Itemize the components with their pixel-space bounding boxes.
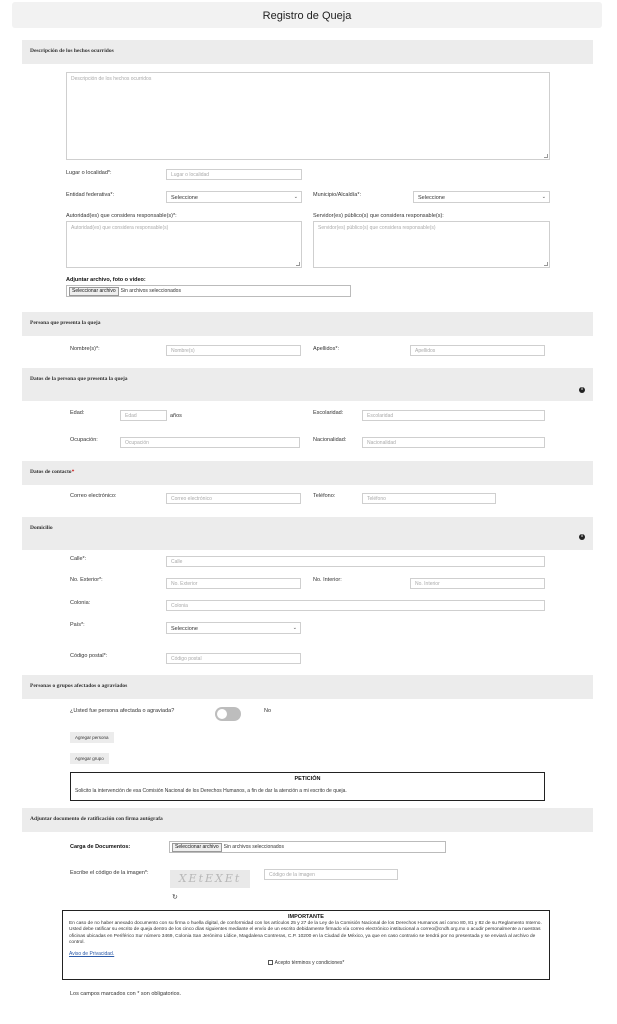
footer-note: Los campos marcados con * son obligatorios. <box>70 991 181 997</box>
entidad-label: Entidad federativa*: <box>66 192 115 198</box>
captcha-label: Escribe el código de la imagen*: <box>70 870 149 876</box>
calle-label: Calle*: <box>70 556 87 562</box>
section-title: Adjuntar documento de ratificación con firma autógrafa <box>30 816 163 822</box>
important-title: IMPORTANTE <box>288 914 324 920</box>
nombre-label: Nombre(s)*: <box>70 346 100 352</box>
add-group-button[interactable]: Agregar grupo <box>70 753 109 764</box>
pais-label: País*: <box>70 622 85 628</box>
correo-input[interactable]: Correo electrónico <box>166 493 301 504</box>
autoridad-textarea[interactable] <box>66 221 302 268</box>
important-text: En caso de no haber anexado documento con su firma o huella digital, de conformidad con los artículos 25 y 27 de la Ley de la Comisión Nacional de los Derechos Humanos así como 80, 81 y 82 de su Reglamento Interno. Usted debe ratificar su escrito de queja dentro de los cinco días siguientes mediante el envío de un escrito debidamente firmado vía correo electrónico institucional a correo@cndh.org.mx o acudir personalmente a nuestras oficinas ubicadas en Periférico Sur número 3469, Colonia San Jerónimo Lídice, Magdalena Contreras, C.P. 10200 en la Ciudad de México, ya que en caso contrario se tendrá por no presentada y se enviará al archivo de control. <box>69 921 542 946</box>
cp-label: Código postal*: <box>70 653 108 659</box>
section-title-text: Datos de contacto <box>30 469 72 475</box>
ocupacion-input[interactable]: Ocupación <box>120 437 300 448</box>
peticion-title: PETICIÓN <box>294 776 321 782</box>
section-title: Persona que presenta la queja <box>30 320 101 326</box>
required-mark: * <box>71 469 75 475</box>
pais-select[interactable] <box>166 622 301 634</box>
section-title: Descripción de los hechos ocurridos <box>30 48 114 54</box>
section-title: Datos de la persona que presenta la queja <box>30 376 128 382</box>
municipio-selected: Seleccione <box>418 195 445 201</box>
descripcion-textarea[interactable] <box>66 72 550 160</box>
section-header-descripcion <box>22 40 593 64</box>
select-file-button[interactable]: Seleccionar archivo <box>69 287 119 296</box>
info-icon[interactable]: i <box>579 387 585 393</box>
toggle-state: No <box>264 708 272 714</box>
accept-label: Acepto términos y condiciones* <box>274 959 345 966</box>
afectada-question: ¿Usted fue persona afectada o agraviada? <box>70 708 175 714</box>
telefono-label: Teléfono: <box>313 493 336 499</box>
captcha-input[interactable]: Código de la imagen <box>264 869 398 880</box>
section-header-afectados <box>22 675 593 699</box>
ocupacion-label: Ocupación: <box>70 437 98 443</box>
section-title: Domicilio <box>30 525 53 531</box>
anios-label: años <box>170 413 182 419</box>
apellidos-input[interactable]: Apellidos <box>410 345 545 356</box>
autoridad-placeholder: Autoridad(es) que considera responsable(s) <box>71 225 169 231</box>
nacionalidad-label: Nacionalidad: <box>313 437 347 443</box>
section-header-domicilio <box>22 517 593 550</box>
refresh-icon[interactable]: ↻ <box>172 893 178 901</box>
adjuntar-file-input[interactable] <box>66 285 351 297</box>
entidad-select[interactable] <box>166 191 302 203</box>
section-header-contacto <box>22 461 593 485</box>
section-title: Personas o grupos afectados o agraviados <box>30 683 128 689</box>
peticion-text: Solicito la intervención de esa Comisión Nacional de los Derechos Humanos, a fin de dar la atención a mi escrito de queja. <box>75 788 347 794</box>
resize-grip-icon[interactable] <box>296 262 300 266</box>
accept-row <box>63 960 549 966</box>
calle-input[interactable]: Calle <box>166 556 545 567</box>
apellidos-label: Apellidos*: <box>313 346 339 352</box>
nombre-input[interactable]: Nombre(s) <box>166 345 301 356</box>
info-icon[interactable]: i <box>579 534 585 540</box>
title-bar <box>12 2 602 28</box>
edad-label: Edad: <box>70 410 85 416</box>
nacionalidad-input[interactable]: Nacionalidad <box>362 437 545 448</box>
section-title <box>30 469 74 475</box>
pais-selected: Seleccione <box>171 626 198 632</box>
toggle-knob <box>217 709 227 719</box>
escolaridad-input[interactable]: Escolaridad <box>362 410 545 421</box>
municipio-label: Municipio/Alcaldía*: <box>313 192 361 198</box>
edad-input[interactable]: Edad <box>120 410 167 421</box>
servidor-textarea[interactable] <box>313 221 550 268</box>
noext-input[interactable]: No. Exterior <box>166 578 301 589</box>
cp-input[interactable]: Código postal <box>166 653 301 664</box>
chevron-down-icon: ⌄ <box>541 194 546 200</box>
add-person-button[interactable]: Agregar persona <box>70 732 114 743</box>
resize-grip-icon[interactable] <box>544 154 548 158</box>
adjuntar-label: Adjuntar archivo, foto o video: <box>66 277 146 283</box>
lugar-input[interactable]: Lugar o localidad <box>166 169 302 180</box>
page-title: Registro de Queja <box>262 10 352 22</box>
municipio-select[interactable] <box>413 191 550 203</box>
peticion-box <box>70 772 545 801</box>
noint-input[interactable]: No. Interior <box>410 578 545 589</box>
section-header-datos <box>22 368 593 401</box>
privacy-link[interactable]: Aviso de Privacidad. <box>69 950 115 957</box>
servidor-label: Servidor(es) público(s) que considera responsable(s): <box>313 213 444 219</box>
section-header-persona <box>22 312 593 336</box>
file-status: Sin archivos seleccionados <box>223 844 284 850</box>
captcha-image: XEtEXEt <box>170 870 250 888</box>
colonia-label: Colonia: <box>70 600 91 606</box>
carga-file-input[interactable] <box>169 841 446 853</box>
file-status: Sin archivos seleccionados <box>120 288 181 294</box>
noext-label: No. Exterior*: <box>70 577 103 583</box>
select-file-button[interactable]: Seleccionar archivo <box>172 843 222 852</box>
important-box <box>62 910 550 980</box>
descripcion-placeholder: Descripción de los hechos ocurridos <box>71 76 152 82</box>
escolaridad-label: Escolaridad: <box>313 410 344 416</box>
resize-grip-icon[interactable] <box>544 262 548 266</box>
lugar-label: Lugar o localidad*: <box>66 170 112 176</box>
carga-label: Carga de Documentos: <box>70 844 131 850</box>
chevron-down-icon: ⌄ <box>292 625 297 631</box>
noint-label: No. Interior: <box>313 577 342 583</box>
telefono-input[interactable]: Teléfono <box>362 493 496 504</box>
section-header-ratificacion <box>22 808 593 832</box>
entidad-selected: Seleccione <box>171 195 198 201</box>
accept-checkbox[interactable] <box>268 960 273 965</box>
chevron-down-icon: ⌄ <box>293 194 298 200</box>
colonia-input[interactable]: Colonia <box>166 600 545 611</box>
correo-label: Correo electrónico: <box>70 493 117 499</box>
autoridad-label: Autoridad(es) que considera responsable(s)*: <box>66 213 177 219</box>
afectada-toggle[interactable] <box>215 707 241 721</box>
servidor-placeholder: Servidor(es) público(s) que considera responsable(s) <box>318 225 436 231</box>
